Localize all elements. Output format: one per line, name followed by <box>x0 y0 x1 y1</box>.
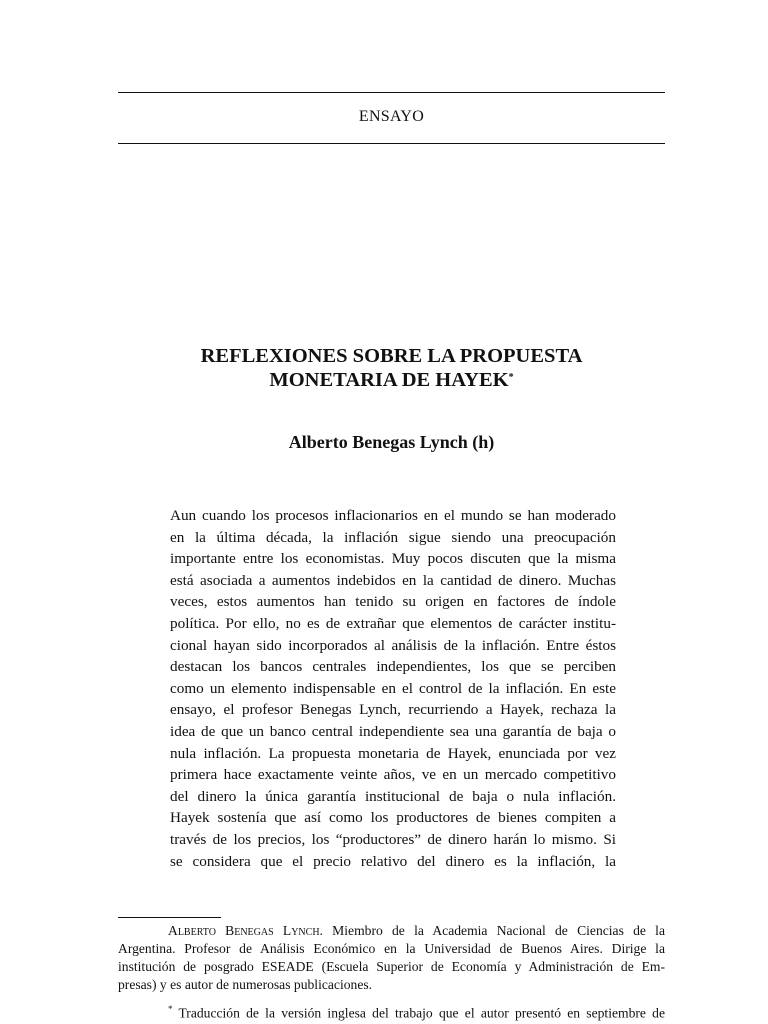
footnote-line-rest: . Miembro de la Academia Nacional de Ciencias de la <box>319 923 665 938</box>
author-footnote <box>118 922 665 994</box>
section-label: ENSAYO <box>358 108 425 125</box>
author-name: Alberto Benegas Lynch (h) <box>288 432 495 452</box>
abstract-line: política. Por ello, no es de extrañar que elementos de carácter institu- <box>170 614 616 632</box>
footnotes <box>118 922 665 1021</box>
abstract-line: está asociada a aumentos indebidos en la cantidad de dinero. Muchas <box>170 571 616 589</box>
abstract-line: nula inflación. La propuesta monetaria de Hayek, enunciada por vez <box>170 744 616 762</box>
title-footnote-marker: * <box>508 372 514 383</box>
footnote-marker: * <box>168 1004 173 1014</box>
header-rule-top <box>118 92 665 93</box>
abstract-line: ensayo, el profesor Benegas Lynch, recurriendo a Hayek, rechaza la <box>170 701 616 719</box>
footnote-line <box>118 922 665 940</box>
title-line-2 <box>118 368 665 392</box>
abstract-line: en la última década, la inflación sigue siendo una preocupación <box>170 528 616 546</box>
abstract-line: veces, estos aumentos han tenido su origen en factores de índole <box>170 593 616 611</box>
abstract-line: se considera que el precio relativo del dinero es la inflación, la <box>170 852 616 870</box>
footnote-line: institución de posgrado ESEADE (Escuela Superior de Economía y Administración de Em- <box>118 959 665 974</box>
abstract-line: primera hace exactamente veinte años, ve en un mercado competitivo <box>170 766 616 784</box>
footnote-line <box>118 1000 665 1021</box>
abstract-line: del dinero la única garantía institucional de baja o nula inflación. <box>170 787 616 805</box>
footnote-author-name: Alberto Benegas Lynch <box>168 923 320 938</box>
translation-footnote <box>118 1000 665 1021</box>
abstract-line: idea de que un banco central independiente sea una garantía de baja o <box>170 722 616 740</box>
abstract-line: importante entre los economistas. Muy pocos discuten que la misma <box>170 550 616 568</box>
abstract-line: Hayek sostenía que así como los productores de bienes compiten a <box>170 809 616 827</box>
footnote-line: presas) y es autor de numerosas publicaciones. <box>118 977 373 992</box>
abstract-line: través de los precios, los “productores” de dinero harán lo mismo. Si <box>170 830 616 848</box>
title-line-2-text: MONETARIA DE HAYEK <box>269 369 509 391</box>
header-rule-bottom <box>118 143 665 144</box>
abstract-line: destacan los bancos centrales independientes, los que se perciben <box>170 658 616 676</box>
abstract-paragraph <box>170 505 616 872</box>
abstract-line: Aun cuando los procesos inflacionarios en el mundo se han moderado <box>170 507 616 524</box>
article-title <box>118 344 665 392</box>
footnote-separator <box>118 917 221 918</box>
abstract-line: como un elemento indispensable en el control de la inflación. En este <box>170 679 616 697</box>
footnote-line: Argentina. Profesor de Análisis Económico en la Universidad de Buenos Aires. Dirige la <box>118 941 665 956</box>
abstract-line: cional hayan sido incorporados al análisis de la inflación. Entre éstos <box>170 636 616 654</box>
footnote-line-rest: Traducción de la versión inglesa del trabajo que el autor presentó en septiembre de <box>172 1005 665 1021</box>
title-line-1: REFLEXIONES SOBRE LA PROPUESTA <box>200 345 583 367</box>
